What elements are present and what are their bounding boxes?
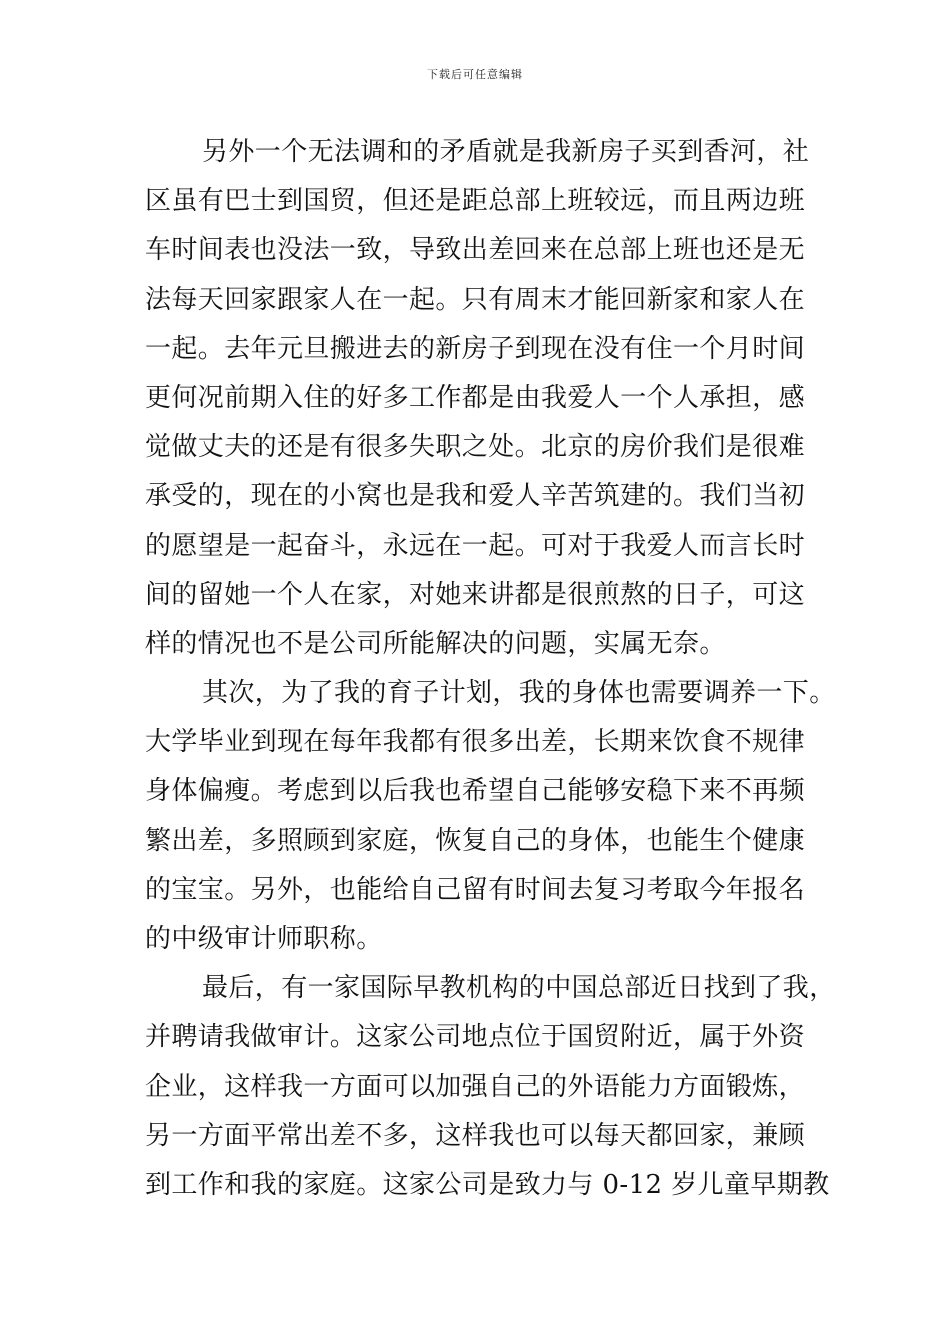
paragraph-3 xyxy=(145,964,836,1210)
text-line: 更何况前期入住的好多工作都是由我爱人一个人承担，感 xyxy=(145,382,806,413)
text-line: 繁出差，多照顾到家庭，恢复自己的身体，也能生个健康 xyxy=(145,825,806,856)
text-line: 的愿望是一起奋斗，永远在一起。可对于我爱人而言长时 xyxy=(145,530,806,561)
text-line: 间的留她一个人在家，对她来讲都是很煎熬的日子，可这 xyxy=(145,579,806,610)
page-header: 下载后可任意编辑 xyxy=(427,68,523,81)
text-line: 觉做丈夫的还是有很多失职之处。北京的房价我们是很难 xyxy=(145,432,806,463)
text-line: 大学毕业到现在每年我都有很多出差，长期来饮食不规律 xyxy=(145,727,806,758)
text-line: 法每天回家跟家人在一起。只有周末才能回新家和家人在 xyxy=(145,284,806,315)
text-line: 另一方面平常出差不多，这样我也可以每天都回家，兼顾 xyxy=(145,1120,806,1151)
text-line: 的宝宝。另外，也能给自己留有时间去复习考取今年报名 xyxy=(145,874,806,905)
text-line: 到工作和我的家庭。这家公司是致力与 0-12 岁儿童早期教 xyxy=(145,1169,830,1200)
text-line: 承受的，现在的小窝也是我和爱人辛苦筑建的。我们当初 xyxy=(145,481,806,512)
text-line: 其次，为了我的育子计划，我的身体也需要调养一下。 xyxy=(202,678,836,709)
text-line: 样的情况也不是公司所能解决的问题，实属无奈。 xyxy=(145,628,726,659)
text-line: 一起。去年元旦搬进去的新房子到现在没有住一个月时间 xyxy=(145,333,806,364)
text-line: 企业，这样我一方面可以加强自己的外语能力方面锻炼， xyxy=(145,1071,806,1102)
text-line: 另外一个无法调和的矛盾就是我新房子买到香河，社 xyxy=(202,137,810,167)
document-body xyxy=(145,128,836,1210)
text-line: 区虽有巴士到国贸，但还是距总部上班较远，而且两边班 xyxy=(145,186,806,217)
text-line: 的中级审计师职称。 xyxy=(145,924,383,954)
paragraph-2 xyxy=(145,669,836,964)
text-line: 并聘请我做审计。这家公司地点位于国贸附近，属于外资 xyxy=(145,1022,806,1053)
text-line: 最后，有一家国际早教机构的中国总部近日找到了我， xyxy=(202,973,836,1004)
text-line: 车时间表也没法一致，导致出差回来在总部上班也还是无 xyxy=(145,235,806,266)
text-line: 身体偏瘦。考虑到以后我也希望自己能够安稳下来不再频 xyxy=(145,776,806,807)
paragraph-1 xyxy=(145,128,820,669)
